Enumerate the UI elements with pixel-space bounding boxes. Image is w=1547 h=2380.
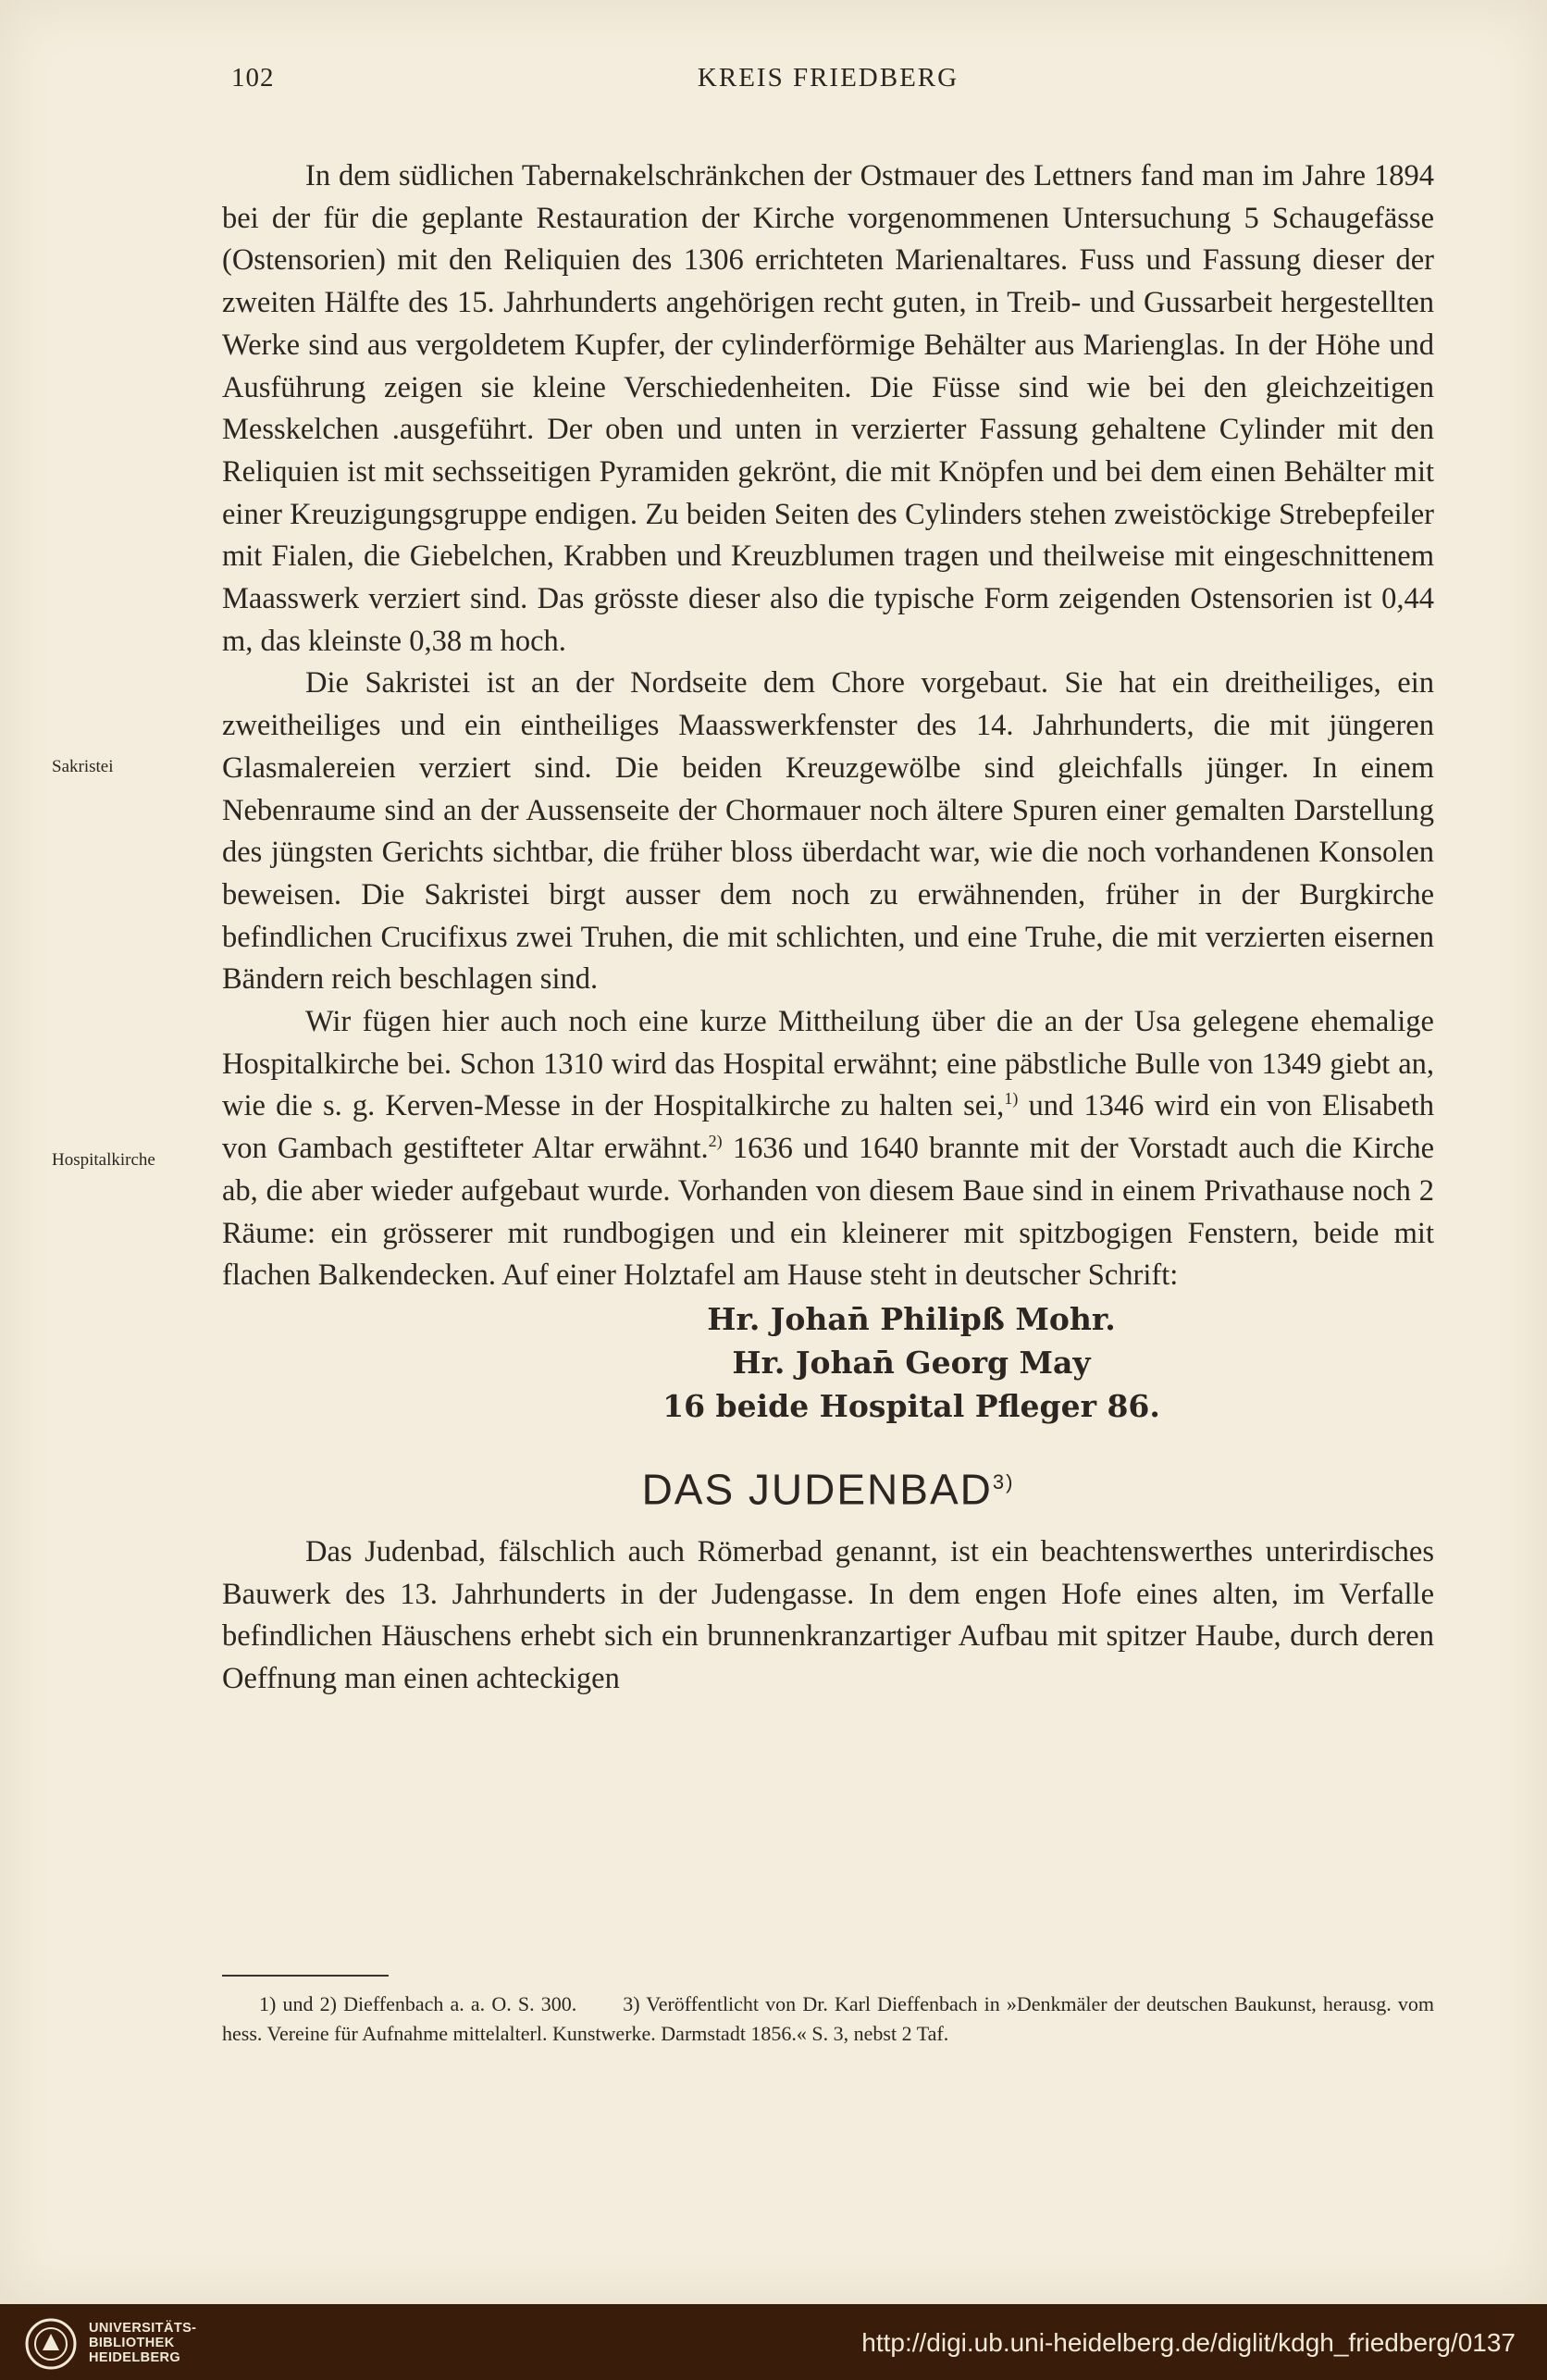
- paragraph-sakristei: Die Sakristei ist an der Nordseite dem Chore vorgebaut. Sie hat ein dreitheiliges, ein zweitheiliges und ein eintheiliges Maasswerkfenster des 14. Jahrhunderts, die mit jüngeren Glasmalereien verziert sind. Die beiden Kreuzgewölbe sind gleichfalls jünger. In einem Nebenraume sind an der Aussenseite der Chormauer noch ältere Spuren einer gemalten Darstellung des jüngsten Gerichts sichtbar, die früher bloss überdacht war, wie die noch vorhandenen Konsolen beweisen. Die Sakristei birgt ausser dem noch zu erwähnenden, früher in der Burgkirche befindlichen Crucifixus zwei Truhen, die mit schlichten, und eine Truhe, die mit verzierten eisernen Bändern reich beschlagen sind.: [222, 666, 1434, 997]
- footnote-ref-1[interactable]: 1): [1004, 1089, 1019, 1109]
- footnote-1-2: [222, 1990, 1434, 2049]
- footnote-ref-2[interactable]: 2): [708, 1132, 723, 1151]
- main-text: [222, 155, 1434, 1701]
- page-header: [231, 63, 1425, 100]
- running-title: KREIS FRIEDBERG: [697, 63, 959, 93]
- margin-note-hospitalkirche: Hospitalkirche: [52, 1150, 155, 1170]
- page-number: 102: [231, 63, 275, 93]
- inscription-line: Hr. Johan̄ Georg May: [732, 1344, 1091, 1381]
- paragraph-hospitalkirche: [222, 1001, 1434, 1297]
- paragraph-judenbad: Das Judenbad, fälschlich auch Römerbad genannt, ist ein beachtenswerthes unterirdisches Bauwerk des 13. Jahrhunderts in der Judengasse. In dem engen Hofe eines alten, im Verfalle befindlichen Häuschens erhebt sich ein brunnenkranzartiger Aufbau mit spitzer Haube, durch deren Oeffnung man einen achteckigen: [222, 1535, 1434, 1696]
- footer-bar: [0, 2304, 1547, 2380]
- paragraph-text: 1636 und 1640 brannte mit der Vorstadt auch die Kirche ab, die aber wieder aufgebaut wurde. Vorhanden von diesem Baue sind in einem Privathause noch 2 Räume: ein grösserer mit rundbogigen und ein kleinerer mit spitzbogigen Fenstern, beide mit flachen Balkendecken. Auf einer Holztafel am Hause steht in deutscher Schrift:: [222, 1132, 1434, 1293]
- library-line: HEIDELBERG: [89, 2350, 181, 2365]
- university-seal-icon[interactable]: [24, 2317, 78, 2371]
- inscription: [389, 1297, 1434, 1428]
- paragraph-text: Wir fügen hier auch noch eine kurze Mittheilung über die an der Usa gelegene ehemalige Hospitalkirche bei. Schon 1310 wird das Hospital erwähnt; eine päbstliche Bulle von 1349 giebt an, wie die s. g. Kerven-Messe in der Hospitalkirche zu halten sei,: [222, 1005, 1434, 1123]
- inscription-line: 16 beide Hospital Pfleger 86.: [662, 1387, 1160, 1424]
- footnote-ref-3[interactable]: 3): [992, 1469, 1015, 1494]
- margin-note-sakristei: Sakristei: [52, 757, 114, 776]
- footnote-text: 1) und 2) Dieffenbach a. a. O. S. 300.: [259, 1992, 577, 2015]
- library-name[interactable]: [89, 2321, 196, 2365]
- library-line: UNIVERSITÄTS-: [89, 2321, 197, 2336]
- source-url-link[interactable]: http://digi.ub.uni-heidelberg.de/diglit/kdgh_friedberg/0137: [861, 2328, 1516, 2357]
- section-heading: [222, 1461, 1434, 1514]
- footnote-3-text: 3) Veröffentlicht von Dr. Karl Dieffenbach in »Denkmäler der deutschen Baukunst, herausg. vom hess. Vereine für Aufnahme mittelalterl. Kunstwerke. Darmstadt 1856.« S. 3, nebst 2 Taf.: [222, 1992, 1435, 2045]
- library-line: BIBLIOTHEK: [89, 2336, 175, 2350]
- inscription-line: Hr. Johan̄ Philipß Mohr.: [707, 1300, 1116, 1337]
- paragraph-text: und 1346 wird ein von Elisabeth von Gambach gestifteter Altar erwähnt.: [222, 1089, 1434, 1166]
- footnote-divider: [222, 1975, 389, 1977]
- paragraph-ostensorien: In dem südlichen Tabernakelschränkchen der Ostmauer des Lettners fand man im Jahre 1894 bei der für die geplante Restauration der Kirche vorgenommenen Untersuchung 5 Schaugefässe (Ostensorien) mit den Reliquien des 1306 errichteten Marienaltares. Fuss und Fassung dieser der zweiten Hälfte des 15. Jahrhunderts angehörigen recht guten, in Treib- und Gussarbeit hergestellten Werke sind aus vergoldetem Kupfer, der cylinderförmige Behälter aus Marienglas. In der Höhe und Ausführung zeigen sie kleine Verschiedenheiten. Die Füsse sind wie bei den gleichzeitigen Messkelchen .ausgeführt. Der oben und unten in verzierter Fassung gehaltene Cylinder mit den Reliquien ist mit sechsseitigen Pyramiden gekrönt, die mit Knöpfen und bei dem einen Behälter mit einer Kreuzigungsgruppe endigen. Zu beiden Seiten des Cylinders stehen zweistöckige Strebepfeiler mit Fialen, die Giebelchen, Krabben und Kreuzblumen tragen und theilweise mit eingeschnittenem Maasswerk verziert sind. Das grösste dieser also die typische Form zeigenden Ostensorien ist 0,44 m, das kleinste 0,38 m hoch.: [222, 159, 1434, 658]
- section-title: DAS JUDENBAD: [641, 1465, 993, 1514]
- footnotes: [222, 1990, 1434, 2049]
